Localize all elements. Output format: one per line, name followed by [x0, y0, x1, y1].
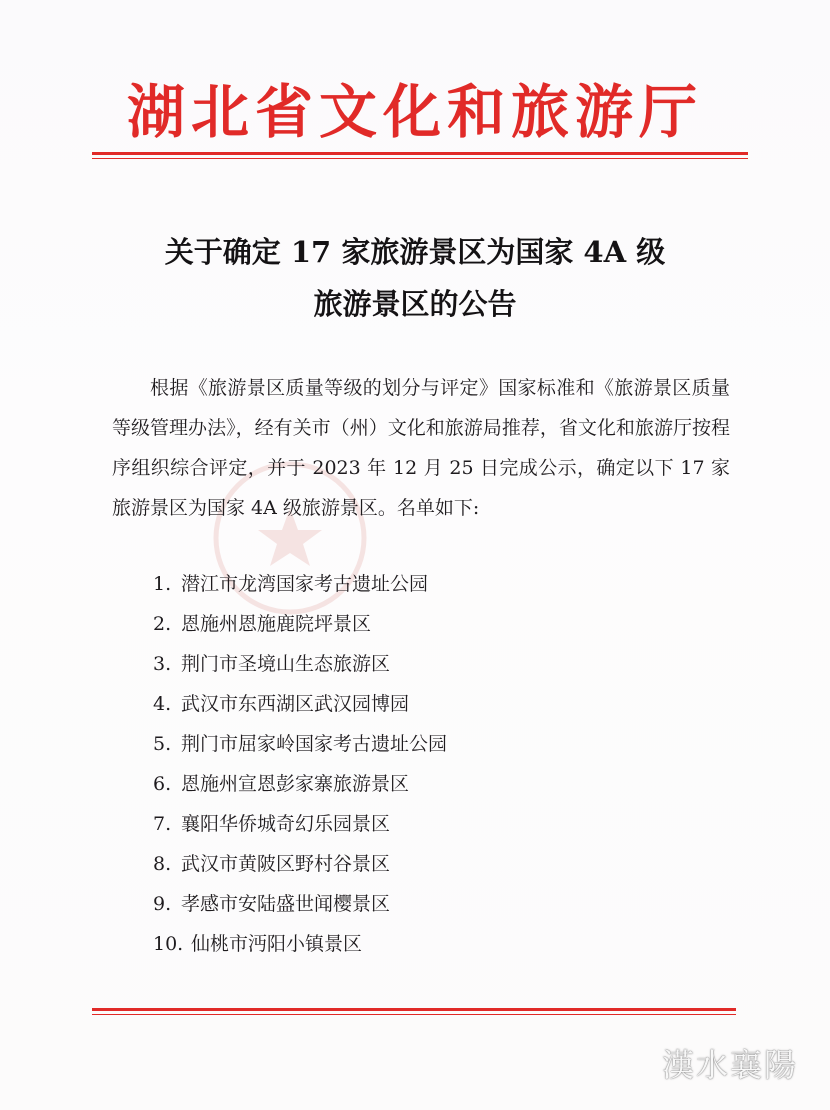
list-item	[153, 804, 447, 844]
footer-red-rule	[92, 1008, 736, 1011]
list-item	[153, 564, 447, 604]
list-item-number: 4.	[153, 693, 172, 715]
header-red-rule-thin	[92, 158, 748, 159]
list-item	[153, 924, 447, 964]
list-item	[153, 684, 447, 724]
list-item-number: 6.	[153, 773, 172, 795]
list-item	[153, 764, 447, 804]
issuing-authority-header: 湖北省文化和旅游厅	[126, 78, 703, 146]
list-item-text: 武汉市东西湖区武汉园博园	[175, 693, 410, 715]
list-item-number: 8.	[153, 853, 172, 875]
document-title-line-2: 旅游景区的公告	[313, 287, 517, 321]
list-item-text: 潜江市龙湾国家考古遗址公园	[175, 573, 429, 595]
list-item-text: 恩施州恩施鹿院坪景区	[175, 613, 372, 635]
list-item-text: 恩施州宣恩彭家寨旅游景区	[175, 773, 410, 795]
list-item-number: 3.	[153, 653, 172, 675]
footer-red-rule-thin	[92, 1014, 736, 1015]
list-item-text: 荆门市屈家岭国家考古遗址公园	[175, 733, 448, 755]
list-item	[153, 604, 447, 644]
list-item	[153, 644, 447, 684]
list-item-text: 襄阳华侨城奇幻乐园景区	[175, 813, 391, 835]
list-item-text: 武汉市黄陂区野村谷景区	[175, 853, 391, 875]
list-item	[153, 724, 447, 764]
watermark: 漢水襄陽	[662, 1046, 799, 1084]
list-item-number: 9.	[153, 893, 172, 915]
document-title-line-1: 关于确定 17 家旅游景区为国家 4A 级	[164, 235, 666, 269]
header-red-rule	[92, 152, 748, 155]
list-item-text: 荆门市圣境山生态旅游区	[175, 653, 391, 675]
list-item-text: 仙桃市沔阳小镇景区	[185, 933, 363, 955]
list-item	[153, 884, 447, 924]
announcement-body: 根据《旅游景区质量等级的划分与评定》国家标准和《旅游景区质量等级管理办法》，经有关市（州）文化和旅游局推荐，省文化和旅游厅按程序组织综合评定，并于 2023 年 12 月 25 日完成公示，确定以下 17 家旅游景区为国家 4A 级旅游景区。名单如下:	[112, 377, 730, 519]
list-item-number: 7.	[153, 813, 172, 835]
list-item-number: 1.	[153, 573, 172, 595]
list-item-number: 5.	[153, 733, 172, 755]
list-item	[153, 844, 447, 884]
list-item-number: 10.	[153, 933, 184, 955]
document-title	[0, 226, 830, 330]
scenic-area-list	[153, 564, 447, 964]
list-item-text: 孝感市安陆盛世闻樱景区	[175, 893, 391, 915]
list-item-number: 2.	[153, 613, 172, 635]
